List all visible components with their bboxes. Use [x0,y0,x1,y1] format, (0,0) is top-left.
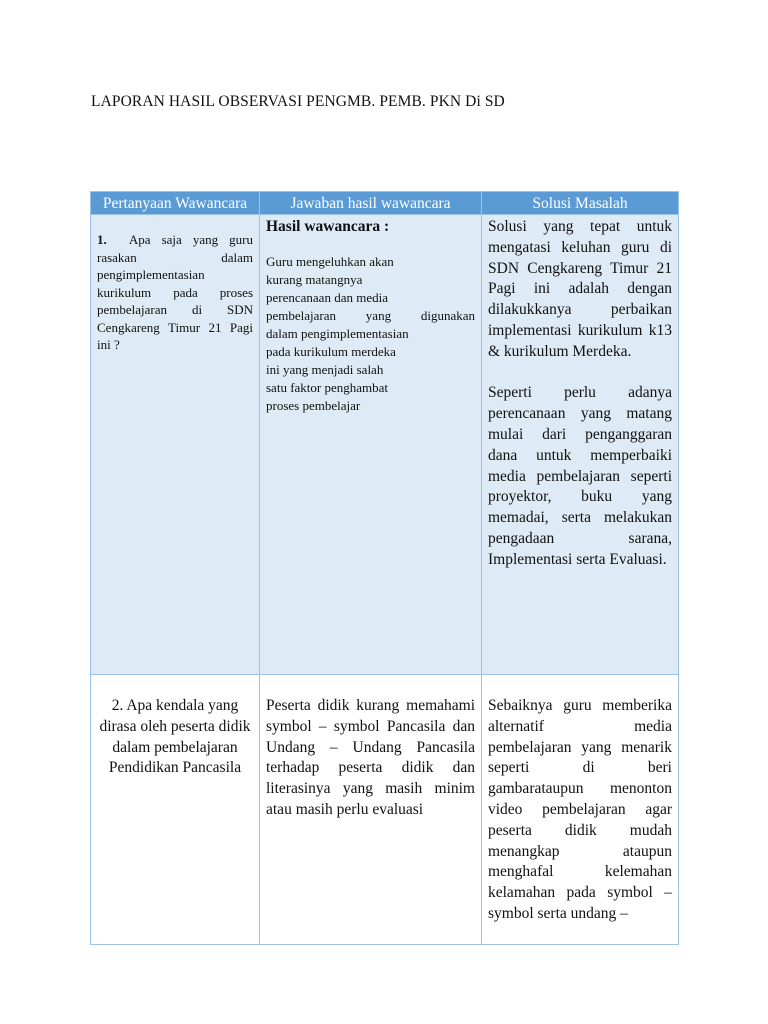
answer-cell [260,215,482,675]
question-cell [91,215,260,675]
header-question: Pertanyaan Wawancara [91,192,260,215]
table-header-row [91,192,679,215]
answer-line: kurang matangnya [266,272,363,287]
document-title: LAPORAN HASIL OBSERVASI PENGMB. PEMB. PKN Di SD [91,93,505,110]
solution-cell: Sebaiknya guru memberika alternatif media pembelajaran yang menarik seperti di beri gambarataupun menonton video pembelajaran agar peserta didik mudah menangkap ataupun menghafal kelemahan kelamahan pada symbol – symbol serta undang – [482,675,679,945]
solution-paragraph: Seperti perlu adanya perencanaan yang matang mulai dari penganggaran dana untuk memperbaiki media pembelajaran seperti proyektor, buku yang memadai, serta melakukan pengadaan sarana, Implementasi serta Evaluasi. [488,384,672,568]
answer-line: perencanaan dan media [266,290,388,305]
table-row [91,675,679,945]
observation-table [90,191,679,945]
answer-heading: Hasil wawancara : [266,218,390,235]
question-text: Apa saja yang guru rasakan dalam pengimplementasian kurikulum pada proses pembelajaran di SDN Cengkareng Timur 21 Pagi ini ? [97,232,254,352]
answer-line: ini yang menjadi salah [266,362,384,377]
answer-line: pada kurikulum merdeka [266,344,396,359]
answer-line: proses pembelajar [266,398,361,413]
header-answer: Jawaban hasil wawancara [260,192,482,215]
answer-line: pembelajaran yang digunakan [266,308,475,323]
answer-line: Guru mengeluhkan akan [266,254,394,269]
question-cell: 2. Apa kendala yang dirasa oleh peserta didik dalam pembelajaran Pendidikan Pancasila [91,675,260,945]
answer-text [266,253,475,415]
question-number: 1. [97,232,107,247]
answer-line: dalam pengimplementasian [266,326,409,341]
answer-cell: Peserta didik kurang memahami symbol – symbol Pancasila dan Undang – Undang Pancasila terhadap peserta didik dan literasinya yang masih minim atau masih perlu evaluasi [260,675,482,945]
solution-paragraph: Solusi yang tepat untuk mengatasi keluhan guru di SDN Cengkareng Timur 21 Pagi ini adalah dengan dilakukkanya perbaikan implementasi kurikulum k13 & kurikulum Merdeka. [488,218,672,360]
table-row [91,215,679,675]
header-solution: Solusi Masalah [482,192,679,215]
answer-line: satu faktor penghambat [266,380,389,395]
solution-cell [482,215,679,675]
